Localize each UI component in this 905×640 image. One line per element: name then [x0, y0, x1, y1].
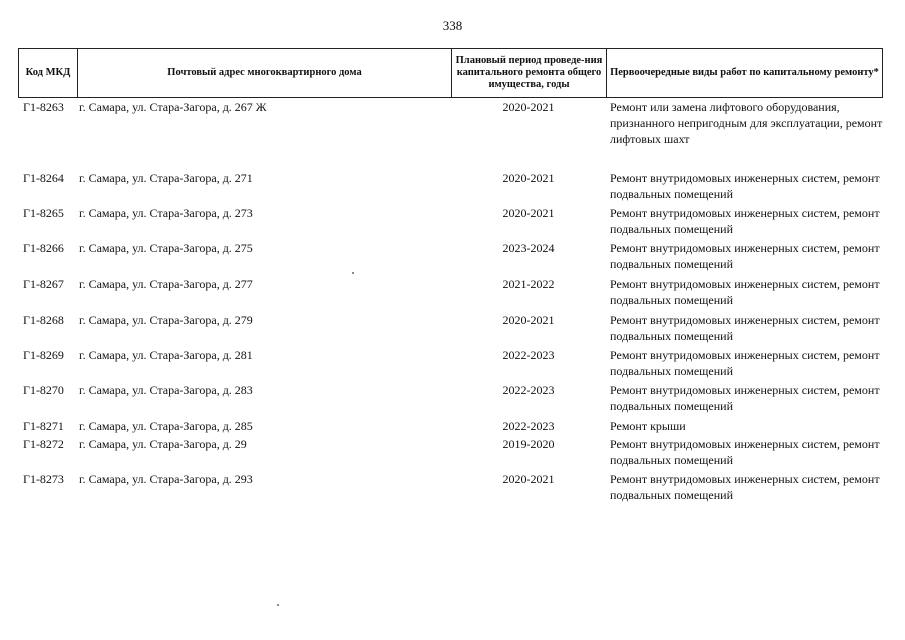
cell-works: Ремонт внутридомовых инженерных систем, ремонт подвальных помещений — [610, 206, 880, 236]
table-row — [18, 382, 883, 414]
cell-address: г. Самара, ул. Стара-Загора, д. 275 — [79, 241, 253, 255]
cell-works: Ремонт крыши — [610, 419, 686, 433]
scan-speck — [352, 272, 354, 274]
cell-period: 2020-2021 — [502, 206, 555, 220]
table-header — [18, 48, 883, 98]
cell-works: Ремонт внутридомовых инженерных систем, ремонт подвальных помещений — [610, 472, 880, 502]
capital-repair-table — [18, 48, 883, 502]
table-row — [18, 471, 883, 503]
table-row — [18, 205, 883, 237]
cell-address: г. Самара, ул. Стара-Загора, д. 271 — [79, 171, 253, 185]
cell-code: Г1-8268 — [23, 313, 64, 327]
header-code: Код МКД — [18, 49, 77, 97]
cell-code: Г1-8272 — [23, 437, 64, 451]
table-row — [18, 170, 883, 202]
cell-address: г. Самара, ул. Стара-Загора, д. 283 — [79, 383, 253, 397]
cell-works: Ремонт внутридомовых инженерных систем, ремонт подвальных помещений — [610, 313, 880, 343]
cell-period: 2020-2021 — [502, 171, 555, 185]
cell-address: г. Самара, ул. Стара-Загора, д. 273 — [79, 206, 253, 220]
cell-period: 2020-2021 — [502, 313, 555, 327]
cell-period: 2023-2024 — [502, 241, 555, 255]
cell-code: Г1-8265 — [23, 206, 64, 220]
table-row — [18, 436, 883, 468]
cell-address: г. Самара, ул. Стара-Загора, д. 293 — [79, 472, 253, 486]
cell-period: 2021-2022 — [502, 277, 555, 291]
table-row — [18, 276, 883, 308]
cell-code: Г1-8271 — [23, 419, 64, 433]
cell-address: г. Самара, ул. Стара-Загора, д. 277 — [79, 277, 253, 291]
cell-period: 2020-2021 — [502, 100, 555, 114]
header-period: Плановый период проведе-ния капитального ремонта общего имущества, годы — [451, 49, 606, 97]
cell-code: Г1-8273 — [23, 472, 64, 486]
table-row — [18, 240, 883, 272]
page-number: 338 — [442, 18, 463, 33]
cell-code: Г1-8267 — [23, 277, 64, 291]
table-row — [18, 312, 883, 344]
table-row — [18, 418, 883, 434]
cell-works: Ремонт внутридомовых инженерных систем, ремонт подвальных помещений — [610, 171, 880, 201]
cell-works: Ремонт внутридомовых инженерных систем, ремонт подвальных помещений — [610, 383, 880, 413]
cell-works: Ремонт внутридомовых инженерных систем, ремонт подвальных помещений — [610, 348, 880, 378]
cell-period: 2022-2023 — [502, 419, 555, 433]
cell-period: 2022-2023 — [502, 348, 555, 362]
cell-code: Г1-8264 — [23, 171, 64, 185]
cell-period: 2019-2020 — [502, 437, 555, 451]
table-row — [18, 99, 883, 147]
cell-address: г. Самара, ул. Стара-Загора, д. 29 — [79, 437, 247, 451]
cell-address: г. Самара, ул. Стара-Загора, д. 285 — [79, 419, 253, 433]
cell-code: Г1-8270 — [23, 383, 64, 397]
cell-code: Г1-8263 — [23, 100, 64, 114]
header-address: Почтовый адрес многоквартирного дома — [77, 49, 451, 97]
table-row — [18, 347, 883, 379]
cell-works: Ремонт внутридомовых инженерных систем, ремонт подвальных помещений — [610, 277, 880, 307]
cell-address: г. Самара, ул. Стара-Загора, д. 279 — [79, 313, 253, 327]
scan-speck — [277, 604, 279, 606]
cell-code: Г1-8266 — [23, 241, 64, 255]
cell-address: г. Самара, ул. Стара-Загора, д. 281 — [79, 348, 253, 362]
cell-address: г. Самара, ул. Стара-Загора, д. 267 Ж — [79, 100, 267, 114]
cell-period: 2020-2021 — [502, 472, 555, 486]
cell-period: 2022-2023 — [502, 383, 555, 397]
cell-works: Ремонт или замена лифтового оборудования, признанного непригодным для эксплуатации, ремонт лифтовых шахт — [610, 100, 883, 146]
cell-code: Г1-8269 — [23, 348, 64, 362]
cell-works: Ремонт внутридомовых инженерных систем, ремонт подвальных помещений — [610, 241, 880, 271]
cell-works: Ремонт внутридомовых инженерных систем, ремонт подвальных помещений — [610, 437, 880, 467]
header-works: Первоочередные виды работ по капитальному ремонту* — [606, 49, 883, 97]
